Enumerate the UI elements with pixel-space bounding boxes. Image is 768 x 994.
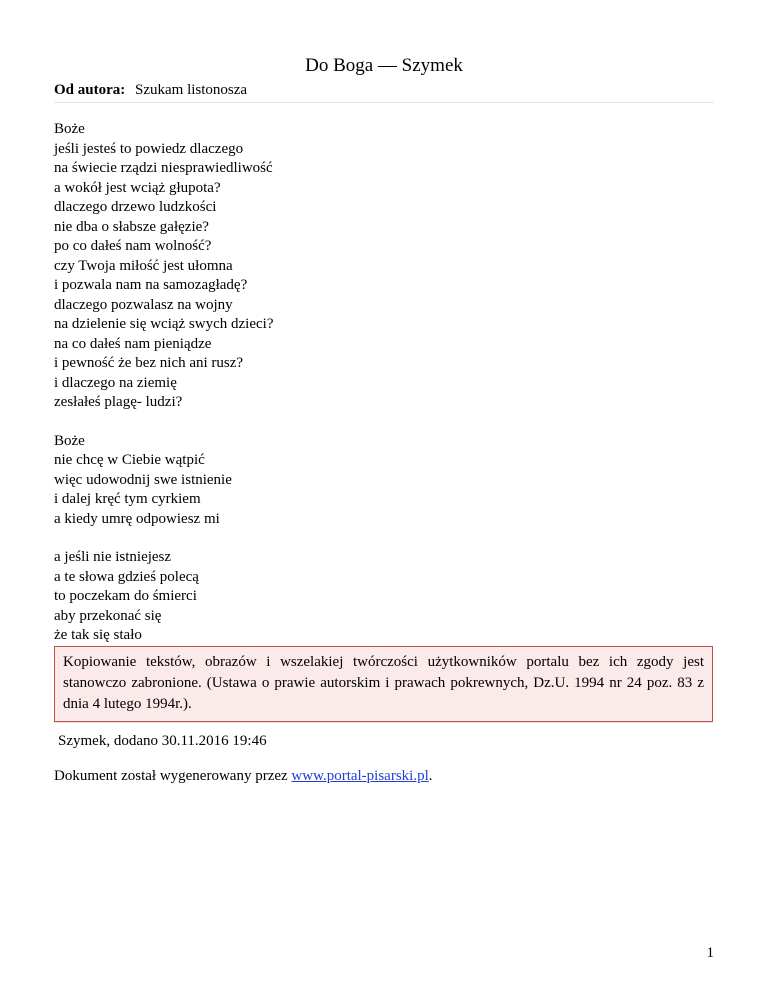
author-note-label: Od autora: [54,82,126,98]
poem-stanza [54,432,714,530]
poem-line: zesłałeś plagę- ludzi? [54,394,183,410]
signature-line: Szymek, dodano 30.11.2016 19:46 [58,733,267,749]
poem-line: a wokół jest wciąż głupota? [54,179,221,196]
footer-divider [54,722,714,723]
generated-by-line [54,766,433,786]
poem-line: dlaczego drzewo ludzkości [54,199,217,215]
portal-link[interactable]: www.portal-pisarski.pl [291,768,429,784]
poem-line: na co dałeś nam pieniądze [54,335,212,352]
poem-line: po co dałeś nam wolność? [54,238,212,254]
poem-line: aby przekonać się [54,607,162,624]
poem-line: więc udowodnij swe istnienie [54,471,232,488]
poem-line: że tak się stało [54,627,142,643]
poem-line: i dalej kręć tym cyrkiem [54,491,201,507]
poem-line: i dlaczego na ziemię [54,374,177,391]
poem-line: a te słowa gdzieś polecą [54,568,199,585]
poem-line: dlaczego pozwalasz na wojny [54,296,233,313]
poem-body [54,120,714,665]
poem-line: Boże [54,121,85,137]
page-number: 1 [706,945,714,961]
poem-line: Boże [54,432,85,449]
generated-prefix: Dokument został wygenerowany przez [54,768,292,784]
poem-line: i pozwala nam na samozagładę? [54,277,248,293]
copyright-notice: Kopiowanie tekstów, obrazów i wszelakiej twórczości użytkowników portalu bez ich zgody jest stanowczo zabronione. (Ustawa o prawie autorskim i prawach pokrewnych, Dz.U. 1994 nr 24 poz. 83 z dnia 4 lutego 1994r.). [54,646,713,722]
poem-stanza [54,120,714,413]
poem-line: i pewność że bez nich ani rusz? [54,355,244,371]
author-note [54,80,714,100]
author-note-text: Szukam listonosza [135,82,248,98]
poem-line: a jeśli nie istniejesz [54,549,172,565]
poem-line: czy Twoja miłość jest ułomna [54,257,233,274]
page-title: Do Boga — Szymek [305,55,463,76]
poem-line: na świecie rządzi niesprawiedliwość [54,160,273,176]
poem-line: na dzielenie się wciąż swych dzieci? [54,316,274,332]
header-divider [54,102,714,103]
poem-line: jeśli jesteś to powiedz dlaczego [54,140,244,157]
generated-suffix: . [428,768,433,784]
poem-line: nie chcę w Ciebie wątpić [54,452,205,468]
poem-line: to poczekam do śmierci [54,588,197,604]
poem-stanza [54,548,714,646]
poem-line: nie dba o słabsze gałęzie? [54,218,209,235]
poem-line: a kiedy umrę odpowiesz mi [54,510,220,527]
